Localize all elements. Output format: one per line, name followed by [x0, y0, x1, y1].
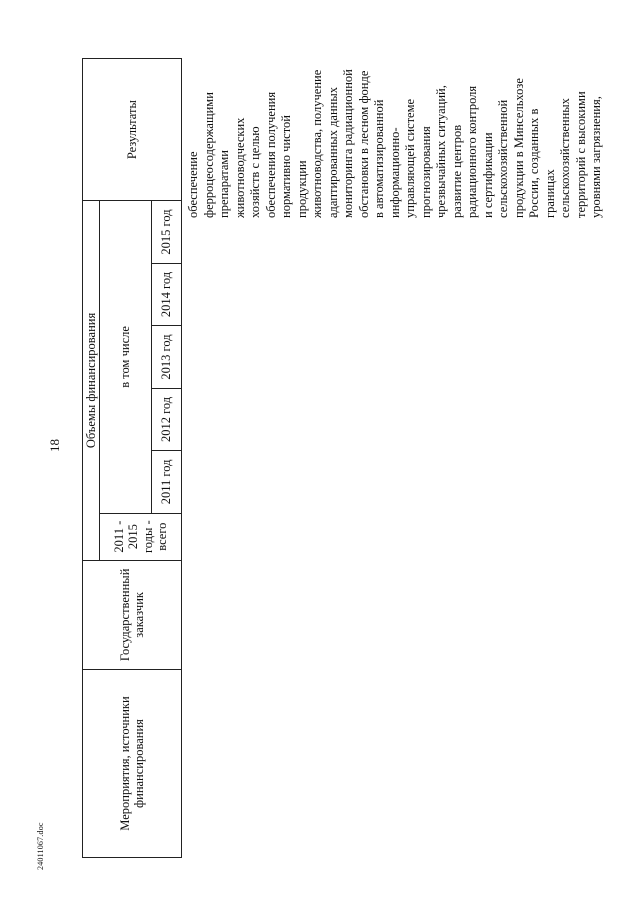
results-line: уровнями загрязнения,: [589, 96, 603, 218]
page-number: 18: [47, 439, 62, 452]
results-line: границах: [542, 169, 557, 218]
header-results: Результаты: [83, 59, 182, 201]
results-line: ферроцеосодержащими: [201, 92, 216, 218]
results-line: сельскохозяйственной: [496, 99, 510, 218]
results-line: продукции в Минсельхозе: [511, 78, 526, 218]
results-line: территорий с высокими: [573, 91, 588, 218]
file-label: 24011067.doc: [36, 822, 45, 870]
results-line: животноводства, получение: [310, 69, 324, 218]
results-line: хозяйств с целью: [248, 126, 262, 218]
header-measures: Мероприятия, источники финансирования: [83, 670, 182, 858]
header-year-2014: 2014 год: [151, 263, 181, 325]
header-including: в том числе: [100, 201, 151, 513]
results-line: в автоматизированной: [372, 99, 386, 218]
results-line: сельскохозяйственных: [558, 98, 572, 218]
results-line: и сертификации: [480, 132, 495, 218]
results-line: информационно-: [387, 127, 402, 218]
results-line: развитие центров: [449, 124, 464, 218]
results-line: радиационного контроля: [465, 85, 479, 218]
header-total: 2011 - 2015 годы - всего: [100, 513, 182, 560]
header-row-1: [83, 59, 100, 858]
results-line: России, созданных в: [527, 108, 541, 218]
header-year-2011: 2011 год: [151, 451, 181, 513]
results-line: прогнозирования: [418, 126, 433, 218]
results-line: управляющей системе: [403, 98, 417, 218]
header-year-2015: 2015 год: [151, 201, 181, 263]
results-line: мониторинга радиационной: [341, 69, 355, 218]
header-funding: Объемы финансирования: [83, 201, 100, 560]
header-year-2013: 2013 год: [151, 326, 181, 388]
results-line: обеспечения получения: [263, 91, 278, 218]
header-customer: Государственный заказчик: [83, 560, 182, 669]
rotated-table-page: [60, 58, 640, 858]
results-line: препаратами: [217, 150, 231, 218]
results-line: обеспечение: [186, 151, 200, 218]
results-line: нормативно чистой: [279, 115, 293, 218]
results-line: обстановки в лесном фонде: [356, 70, 371, 218]
results-line: животноводческих: [232, 117, 247, 218]
header-year-2012: 2012 год: [151, 388, 181, 450]
results-line: продукции: [294, 160, 309, 218]
results-line: чрезвычайных ситуаций,: [434, 85, 448, 218]
results-text: [186, 0, 605, 218]
results-line: адаптированных данных: [325, 86, 340, 218]
funding-table: [82, 58, 182, 858]
